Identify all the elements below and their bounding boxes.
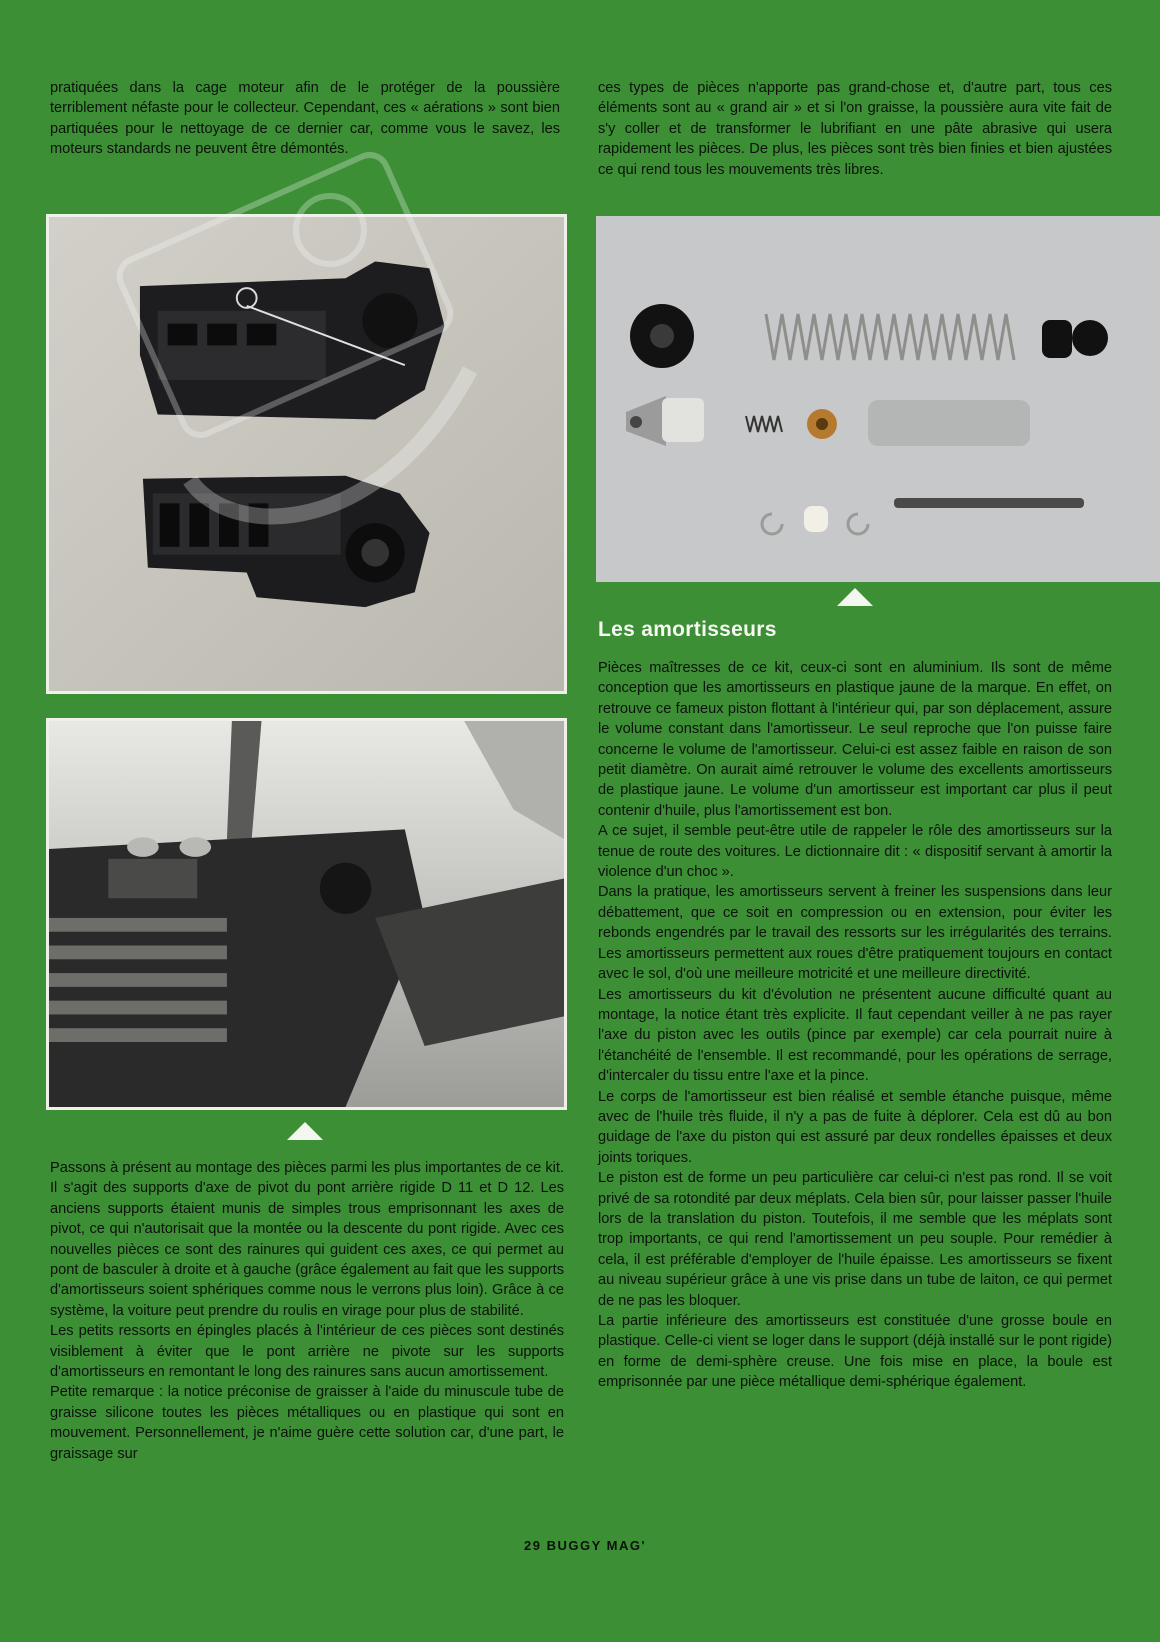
section-heading: Les amortisseurs (598, 618, 777, 641)
page-folio: 29 BUGGY MAG' (524, 1538, 647, 1553)
o-ring-washer (804, 506, 828, 532)
photo-pivot-supports (46, 214, 567, 694)
col2-paragraph: Pièces maîtresses de ce kit, ceux-ci sont en aluminium. Ils sont de même conception que les amortisseurs en plastique jaune de la marque. En effet, on retrouve ce fameux piston flottant à l'intérieur qui, par son déplacement, assure le volume constant dans l'amortisseur. Le seul reproche que l'on puisse faire concerne le volume de l'amortisseur. Celui-ci est assez faible en raison de son petit diamètre. On aurait aimé retrouver le volume des excellents amortisseurs de plastique jaune. Le volume d'un amortisseur est important car plus il peut contenir d'huile, plus l'amortissement est bon. (598, 660, 1112, 819)
col1-paragraph: Les petits ressorts en épingles placés à l'intérieur de ces pièces sont destinés visiblement à éviter que le pont arrière ne pivote sur les supports d'amortisseurs en remontant le long des rainures sans aucun amortissement. (50, 1323, 564, 1381)
col2-paragraph: Les amortisseurs du kit d'évolution ne présentent aucune difficulté quant au montage, la notice étant très explicite. Il faut cependant veiller à ne pas rayer l'axe du piston avec les outils (pince par exemple) car cela pourrait nuire à l'étanchéité de l'ensemble. Il est recommandé, pour les opérations de serrage, d'intercaler du tissu entre l'axe et la pince. (598, 986, 1112, 1085)
shock-body (868, 400, 1030, 446)
upper-support-part (140, 261, 444, 419)
col2-paragraph: A ce sujet, il semble peut-être utile de rappeler le rôle des amortisseurs sur la tenue de route des voitures. Le dictionnaire dit : « dispositif servant à amortir la violence d'un choc ». (598, 823, 1112, 881)
caption-arrow-left (287, 1122, 323, 1140)
col2-paragraph: Le corps de l'amortisseur est bien réalisé et semble étanche puisque, même avec de l'huile très fluide, il n'y a pas de fuite à déplorer. Cela est dû au bon guidage de l'axe du piston qui est assuré par deux rondelles épaisses et deux joints toriques. (598, 1088, 1112, 1166)
col2-intro-paragraph: ces types de pièces n'apporte pas grand-chose et, d'autre part, tous ces éléments sont au « grand air » et si l'on graisse, la poussière aura vite fait de s'y coller et de transformer le lubrifiant en une pâte abrasive qui usera rapidement les pièces. De plus, les pièces sont très bien finies et bien ajustées ce qui rend tous les mouvements très libres. (598, 80, 1112, 178)
photo-shock-parts (596, 216, 1160, 582)
col2-paragraph: Le piston est de forme un peu particulière car celui-ci n'est pas rond. Il se voit privé de sa rotondité par deux méplats. Cela bien sûr, pour laisser passer l'huile lors de la translation du piston. Toutefois, il me semble que les méplats sont trop importants, ce qui rend l'amortissement un peu souple. Pour remédier à cela, il est préférable d'employer de l'huile épaisse. Les amortisseurs se fixent au niveau supérieur grâce à une vis prise dans un tube de laiton, ce qui permet de ne pas les bloquer. (598, 1170, 1112, 1309)
chassis-closeup-image (49, 721, 564, 1107)
col1-paragraph: Passons à présent au montage des pièces parmi les plus importantes de ce kit. Il s'agit des supports d'axe de pivot du pont arrière rigide D 11 et D 12. Les anciens supports étaient munis de simples trous emprisonnant les axes de pivot, ce qui n'autorisait que la montée ou la descente du pont rigide. Avec ces nouvelles pièces ce sont des rainures qui guident ces axes, ce qui permet au pont de basculer à droite et à gauche (grâce également au fait que les supports d'amortisseurs soient sphériques comme nous le verrons plus loin). Grâce à ce système, la voiture peut prendre du roulis en virage pour plus de stabilité. (50, 1160, 564, 1319)
pivot-supports-image (49, 217, 564, 691)
col2-paragraph: La partie inférieure des amortisseurs est constituée d'une grosse boule en plastique. Celle-ci vient se loger dans le support (déjà installé sur le pont rigide) en forme de demi-sphère creuse. Une fois mise en place, la boule est emprisonnée par une pièce métallique demi-sphérique également. (598, 1313, 1112, 1391)
shock-parts-image (596, 216, 1160, 582)
col1-body-text (50, 1158, 564, 1464)
caption-arrow-right (837, 588, 873, 606)
col2-paragraph: Dans la pratique, les amortisseurs servent à freiner les suspensions dans leur débattement, que ce soit en compression ou en extension, pour éviter les rebonds engendrés par le travail des ressorts sur les irrégularités des terrains. Les amortisseurs permettent aux roues d'être pratiquement toujours en contact avec le sol, d'où une meilleure motricité et une meilleure directivité. (598, 884, 1112, 983)
brass-nut (807, 409, 837, 439)
piston-rod (894, 498, 1084, 508)
rubber-ring (630, 304, 694, 368)
col1-intro-paragraph: pratiquées dans la cage moteur afin de le protéger de la poussière terriblement néfaste pour le collecteur. Cependant, ces « aérations » sont bien partiquées pour le nettoyage de ce dernier car, comme vous le savez, les moteurs standards ne peuvent être démontés. (50, 80, 560, 158)
col1-paragraph: Petite remarque : la notice préconise de graisser à l'aide du minuscule tube de graisse silicone toutes les pièces métalliques ou en plastique qui sont en mouvement. Personnellement, je n'aime guère cette solution car, d'une part, le graissage sur (50, 1384, 564, 1462)
col2-body-text (598, 658, 1112, 1393)
col2-intro-text (598, 78, 1112, 180)
photo-chassis-closeup (46, 718, 567, 1110)
col1-intro-text (50, 78, 560, 160)
